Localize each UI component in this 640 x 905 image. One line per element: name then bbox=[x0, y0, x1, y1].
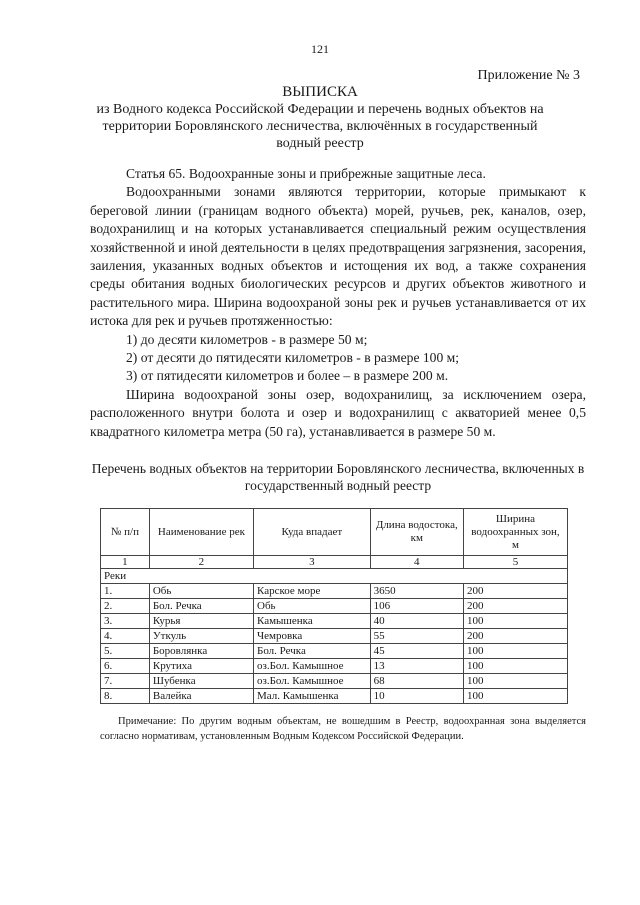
flows-into: Чемровка bbox=[254, 629, 371, 644]
list-item-3: 3) от пятидесяти километров и более – в размере 200 м. bbox=[126, 368, 449, 384]
row-number: 2. bbox=[101, 599, 150, 614]
flows-into: оз.Бол. Камышное bbox=[254, 674, 371, 689]
zone-width: 200 bbox=[463, 584, 567, 599]
table-row bbox=[101, 689, 568, 704]
flows-into: Мал. Камышенка bbox=[254, 689, 371, 704]
appendix-label: Приложение № 3 bbox=[477, 68, 580, 83]
table-row bbox=[101, 674, 568, 689]
header-river-name: Наименование рек bbox=[149, 509, 253, 556]
row-number: 3. bbox=[101, 614, 150, 629]
column-number: 1 bbox=[101, 556, 150, 569]
row-number: 7. bbox=[101, 674, 150, 689]
column-number: 2 bbox=[149, 556, 253, 569]
zone-width: 100 bbox=[463, 614, 567, 629]
zone-width: 200 bbox=[463, 599, 567, 614]
zone-width: 100 bbox=[463, 689, 567, 704]
length-km: 40 bbox=[370, 614, 463, 629]
river-name: Обь bbox=[149, 584, 253, 599]
length-km: 45 bbox=[370, 644, 463, 659]
article-body bbox=[90, 165, 586, 441]
river-name: Уткуль bbox=[149, 629, 253, 644]
column-number: 3 bbox=[254, 556, 371, 569]
header-number: № п/п bbox=[101, 509, 150, 556]
river-name: Боровлянка bbox=[149, 644, 253, 659]
water-objects-table bbox=[100, 508, 568, 704]
header-zone-width: Ширина водоохранных зон, м bbox=[463, 509, 567, 556]
column-number-row bbox=[101, 556, 568, 569]
article-paragraph-2: Ширина водоохраной зоны озер, водохранилищ, за исключением озера, расположенного внутри болота и озер и водохранилищ с акваторией менее 0,5 квадратного километра метра (50 га), устанавливается в размере 50 м. bbox=[90, 386, 586, 439]
river-name: Валейка bbox=[149, 689, 253, 704]
table-header-row bbox=[101, 509, 568, 556]
length-km: 55 bbox=[370, 629, 463, 644]
row-number: 6. bbox=[101, 659, 150, 674]
header-flows-into: Куда впадает bbox=[254, 509, 371, 556]
river-name: Крутиха bbox=[149, 659, 253, 674]
section-row bbox=[101, 569, 568, 584]
river-name: Курья bbox=[149, 614, 253, 629]
flows-into: Бол. Речка bbox=[254, 644, 371, 659]
table-row bbox=[101, 599, 568, 614]
zone-width: 100 bbox=[463, 659, 567, 674]
article-paragraph-1: Водоохранными зонами являются территории, которые примыкают к береговой линии (границам водного объекта) морей, ручьев, рек, каналов, озер, водохранилищ и на которых устанавливается специальный режим осуществления хозяйственной и иной деятельности в целях предотвращения загрязнения, засорения, заиления, указанных водных объектов и истощения их вод, а также сохранения среды обитания водных биологических ресурсов и других объектов животного и растительного мира. Ширина водоохраной зоны рек и ручьев устанавливается от их истока для рек и ручьев протяженностью: bbox=[90, 184, 586, 329]
section-label: Реки bbox=[101, 569, 568, 584]
flows-into: Карское море bbox=[254, 584, 371, 599]
document-title: ВЫПИСКА bbox=[282, 84, 358, 100]
document-subtitle: из Водного кодекса Российской Федерации и перечень водных объектов на территории Боровлянского лесничества, включённых в государственный водный реестр bbox=[96, 102, 544, 151]
page-number: 121 bbox=[311, 42, 329, 56]
river-name: Бол. Речка bbox=[149, 599, 253, 614]
table-row bbox=[101, 644, 568, 659]
length-km: 13 bbox=[370, 659, 463, 674]
zone-width: 100 bbox=[463, 674, 567, 689]
list-item-2: 2) от десяти до пятидесяти километров - в размере 100 м; bbox=[126, 350, 460, 366]
length-km: 68 bbox=[370, 674, 463, 689]
row-number: 8. bbox=[101, 689, 150, 704]
table-title: Перечень водных объектов на территории Боровлянского лесничества, включенных в государственный водный реестр bbox=[91, 461, 585, 493]
column-number: 4 bbox=[370, 556, 463, 569]
table-row bbox=[101, 614, 568, 629]
length-km: 106 bbox=[370, 599, 463, 614]
row-number: 4. bbox=[101, 629, 150, 644]
table-row bbox=[101, 629, 568, 644]
article-heading: Статья 65. Водоохранные зоны и прибрежные защитные леса. bbox=[126, 166, 486, 181]
length-km: 3650 bbox=[370, 584, 463, 599]
zone-width: 100 bbox=[463, 644, 567, 659]
length-km: 10 bbox=[370, 689, 463, 704]
flows-into: Камышенка bbox=[254, 614, 371, 629]
column-number: 5 bbox=[463, 556, 567, 569]
river-name: Шубенка bbox=[149, 674, 253, 689]
flows-into: оз.Бол. Камышное bbox=[254, 659, 371, 674]
zone-width: 200 bbox=[463, 629, 567, 644]
list-item-1: 1) до десяти километров - в размере 50 м; bbox=[126, 331, 368, 347]
table-note: Примечание: По другим водным объектам, не вошедшим в Реестр, водоохранная зона выделяется согласно нормативам, установленным Водным Кодексом Российской Федерации. bbox=[100, 716, 586, 742]
table-row bbox=[101, 659, 568, 674]
row-number: 1. bbox=[101, 584, 150, 599]
row-number: 5. bbox=[101, 644, 150, 659]
flows-into: Обь bbox=[254, 599, 371, 614]
header-length: Длина водостока, км bbox=[370, 509, 463, 556]
table-row bbox=[101, 584, 568, 599]
